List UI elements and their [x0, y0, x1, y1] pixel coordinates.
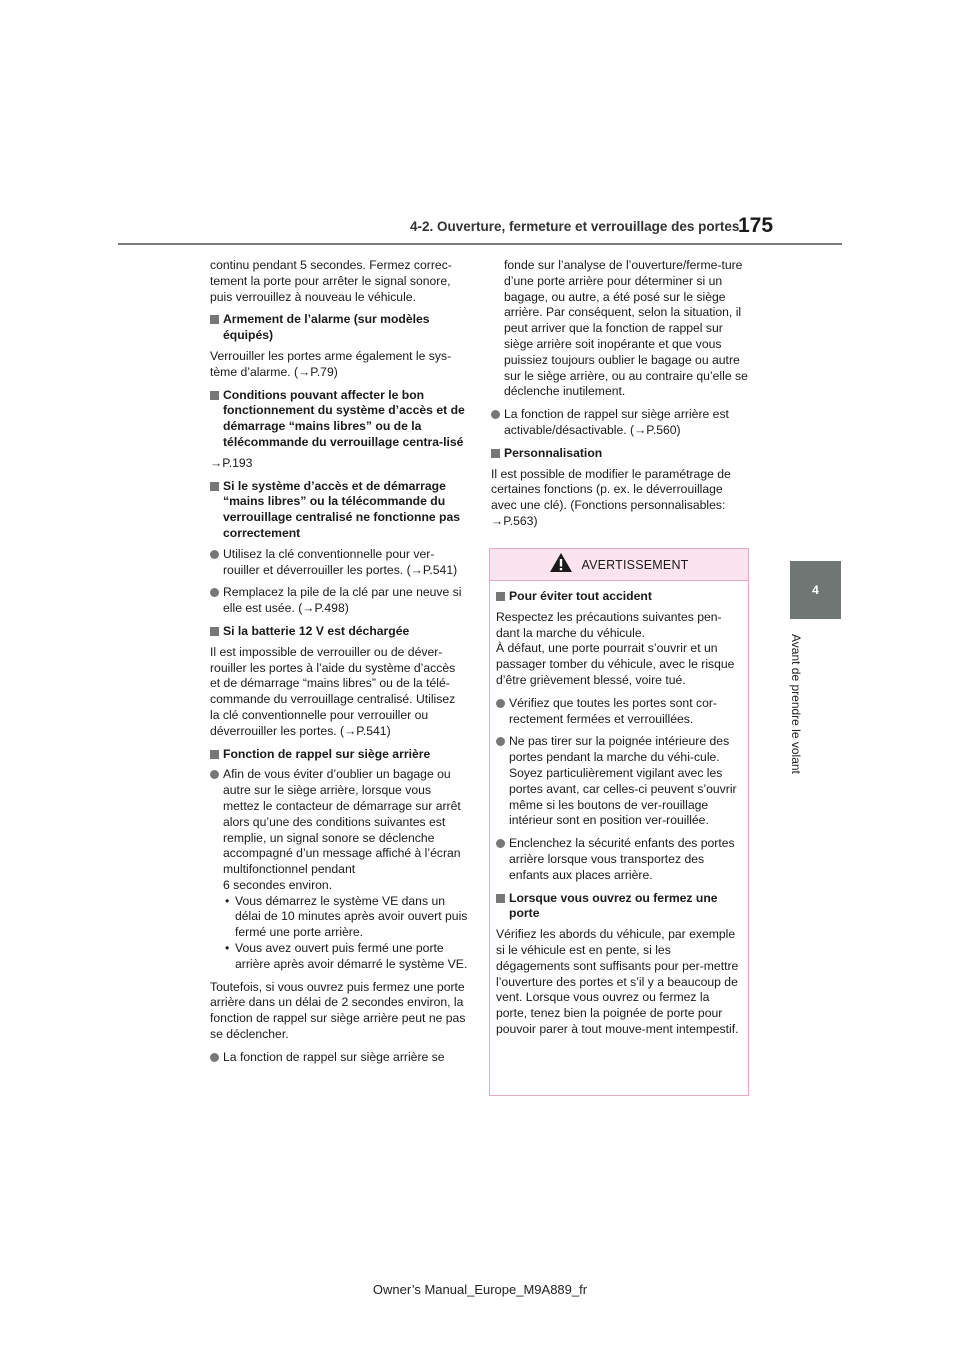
list-item — [210, 1050, 468, 1066]
list-item-text: Afin de vous éviter d’oublier un bagage ou autre sur le siège arrière, lorsque vous mettez le contacteur de démarrage sur arrêt alors qu’une des conditions suivantes est remplie, un signal sonore se déclenche accompagné d’un message affiché à l’écran multifonctionnel pendant — [223, 767, 461, 877]
footer-manual-id: Owner’s Manual_Europe_M9A889_fr — [372, 1282, 588, 1297]
warning-triangle-icon — [549, 552, 573, 578]
heading-text: Conditions pouvant affecter le bon fonctionnement du système d’accès et de démarrage “mains libres” ou de la télécommande du verrouillage centra-lisé — [223, 387, 465, 449]
heading-text: Fonction de rappel sur siège arrière — [223, 746, 431, 761]
list-item-text: Soyez particulièrement vigilant avec les portes avant, car celles-ci peuvent s’ouvrir même si les boutons de ver-rouillage intérieur sont en position ver-rouillée. — [509, 765, 737, 828]
square-bullet-icon — [491, 449, 500, 458]
left-column — [210, 258, 468, 1073]
continuation-paragraph: fonde sur l’analyse de l’ouverture/ferme-ture d’une porte arrière pour déterminer si un bagage, ou autre, a été posé sur le siège arrière. Par conséquent, selon la situation, il peut arriver que la fonction de rappel sur siège arrière soit inopérante et que vous puissiez toujours oublier le bagage ou autre sur le siège arrière, ou au contraire qu’elle se déclenche inutilement. — [504, 258, 748, 399]
running-header-title: 4-2. Ouverture, fermeture et verrouillage des portes — [410, 219, 740, 234]
sub-bullet-icon: • — [225, 893, 230, 908]
warning-header — [490, 549, 748, 581]
chapter-side-title: Avant de prendre le volant — [789, 634, 803, 774]
list-item-text: Utilisez la clé conventionnelle pour ver-rouiller et déverrouiller les portes. (→P.541) — [223, 546, 458, 577]
square-bullet-icon — [210, 482, 219, 491]
square-bullet-icon — [210, 750, 219, 759]
round-bullet-icon — [496, 737, 505, 746]
heading-text: Armement de l’alarme (sur modèles équipés) — [223, 312, 430, 343]
round-bullet-icon — [210, 588, 219, 597]
square-bullet-icon — [210, 391, 219, 400]
warning-text: À défaut, une porte pourrait s’ouvrir et un passager tomber du véhicule, avec le risque d’être grièvement blessé, voire tué. — [496, 641, 735, 687]
square-bullet-icon — [210, 315, 219, 324]
warning-title: AVERTISSEMENT — [581, 557, 689, 572]
round-bullet-icon — [210, 1053, 219, 1062]
section-heading — [491, 446, 749, 462]
sub-item-text: Vous avez ouvert puis fermé une porte arrière après avoir démarré le système VE. — [235, 941, 468, 971]
round-bullet-icon — [210, 770, 219, 779]
list-item-text: Remplacez la pile de la clé par une neuve si elle est usée. (→P.498) — [223, 585, 462, 616]
list-item — [210, 547, 468, 579]
section-heading — [210, 312, 468, 344]
heading-text: Pour éviter tout accident — [509, 589, 652, 603]
conditions-reference: →P.193 — [210, 455, 253, 470]
alarm-paragraph: Verrouiller les portes arme également le sys-tème d’alarme. (→P.79) — [210, 348, 452, 379]
list-item — [210, 585, 468, 617]
sub-item — [223, 941, 468, 973]
round-bullet-icon — [496, 699, 505, 708]
list-item — [496, 836, 742, 883]
list-item-text: Vérifiez que toutes les portes sont cor-rectement fermées et verrouillées. — [509, 695, 717, 726]
square-bullet-icon — [210, 627, 219, 636]
section-heading — [210, 624, 468, 640]
warning-box — [489, 548, 749, 1096]
section-heading — [210, 747, 468, 763]
page-number: 175 — [738, 214, 774, 237]
warning-text: Respectez les précautions suivantes pen-dant la marche du véhicule. — [496, 609, 722, 640]
header-rule — [118, 243, 842, 245]
battery-paragraph: Il est impossible de verrouiller ou de déver-rouiller les portes à l’aide du système d’accès et de démarrage “mains libres” ou de la télé-commande du verrouillage centralisé. Utilisez la clé conventionnelle pour verrouiller ou déverrouiller les portes. (→P.541) — [210, 644, 456, 738]
heading-text: Si la batterie 12 V est déchargée — [223, 623, 410, 638]
heading-text: Si le système d’accès et de démarrage “mains libres” ou la télécommande du verrouillage centralisé ne fonctionne pas correctement — [223, 478, 461, 540]
right-column — [491, 258, 749, 537]
warning-paragraph: Vérifiez les abords du véhicule, par exemple si le véhicule est en pente, si les dégagements sont suffisants pour per-mettre l’ouverture des portes et s’il y a beaucoup de vent. Lorsque vous ouvrez ou fermez la porte, tenez bien la poignée de porte pour pouvoir parer à tout mouve-ment intempestif. — [496, 927, 739, 1036]
sub-item — [223, 894, 468, 941]
list-item-text: Enclenchez la sécurité enfants des portes arrière lorsque vous transportez des enfants aux places arrière. — [509, 836, 735, 882]
square-bullet-icon — [496, 894, 505, 903]
warning-paragraph — [496, 610, 742, 689]
heading-text: Lorsque vous ouvrez ou fermez une porte — [509, 890, 718, 921]
round-bullet-icon — [491, 410, 500, 419]
section-heading — [496, 891, 742, 923]
heading-text: Personnalisation — [504, 445, 603, 460]
square-bullet-icon — [496, 592, 505, 601]
warning-body — [490, 581, 748, 1038]
round-bullet-icon — [496, 839, 505, 848]
intro-paragraph: continu pendant 5 secondes. Fermez correc-tement la porte pour arrêter le signal sonore, puis verrouillez à nouveau le véhicule. — [210, 258, 452, 304]
list-item-text-end: 6 secondes environ. — [223, 877, 333, 892]
list-item-text: La fonction de rappel sur siège arrière est activable/désactivable. (→P.560) — [504, 407, 729, 437]
sub-bullet-icon: • — [225, 941, 230, 956]
section-heading — [210, 479, 468, 542]
chapter-tab: 4 — [790, 561, 841, 619]
section-heading — [210, 388, 468, 451]
list-item — [210, 767, 468, 972]
list-item-text: La fonction de rappel sur siège arrière se — [223, 1049, 445, 1064]
list-item — [491, 407, 749, 439]
section-heading — [496, 589, 742, 605]
list-item-text: Ne pas tirer sur la poignée intérieure des portes pendant la marche du véhi-cule. — [509, 734, 730, 765]
personalization-paragraph: Il est possible de modifier le paramétrage de certaines fonctions (p. ex. le déverrouillage avec une clé). (Fonctions personnalisables: →P.563) — [491, 466, 731, 528]
rear-seat-paragraph: Toutefois, si vous ouvrez puis fermez une porte arrière dans un délai de 2 secondes environ, la fonction de rappel sur siège arrière peut ne pas se déclencher. — [210, 979, 466, 1042]
round-bullet-icon — [210, 550, 219, 559]
list-item — [496, 734, 742, 829]
sub-item-text: Vous démarrez le système VE dans un délai de 10 minutes après avoir ouvert puis fermé une porte arrière. — [235, 893, 468, 940]
list-item — [496, 696, 742, 728]
